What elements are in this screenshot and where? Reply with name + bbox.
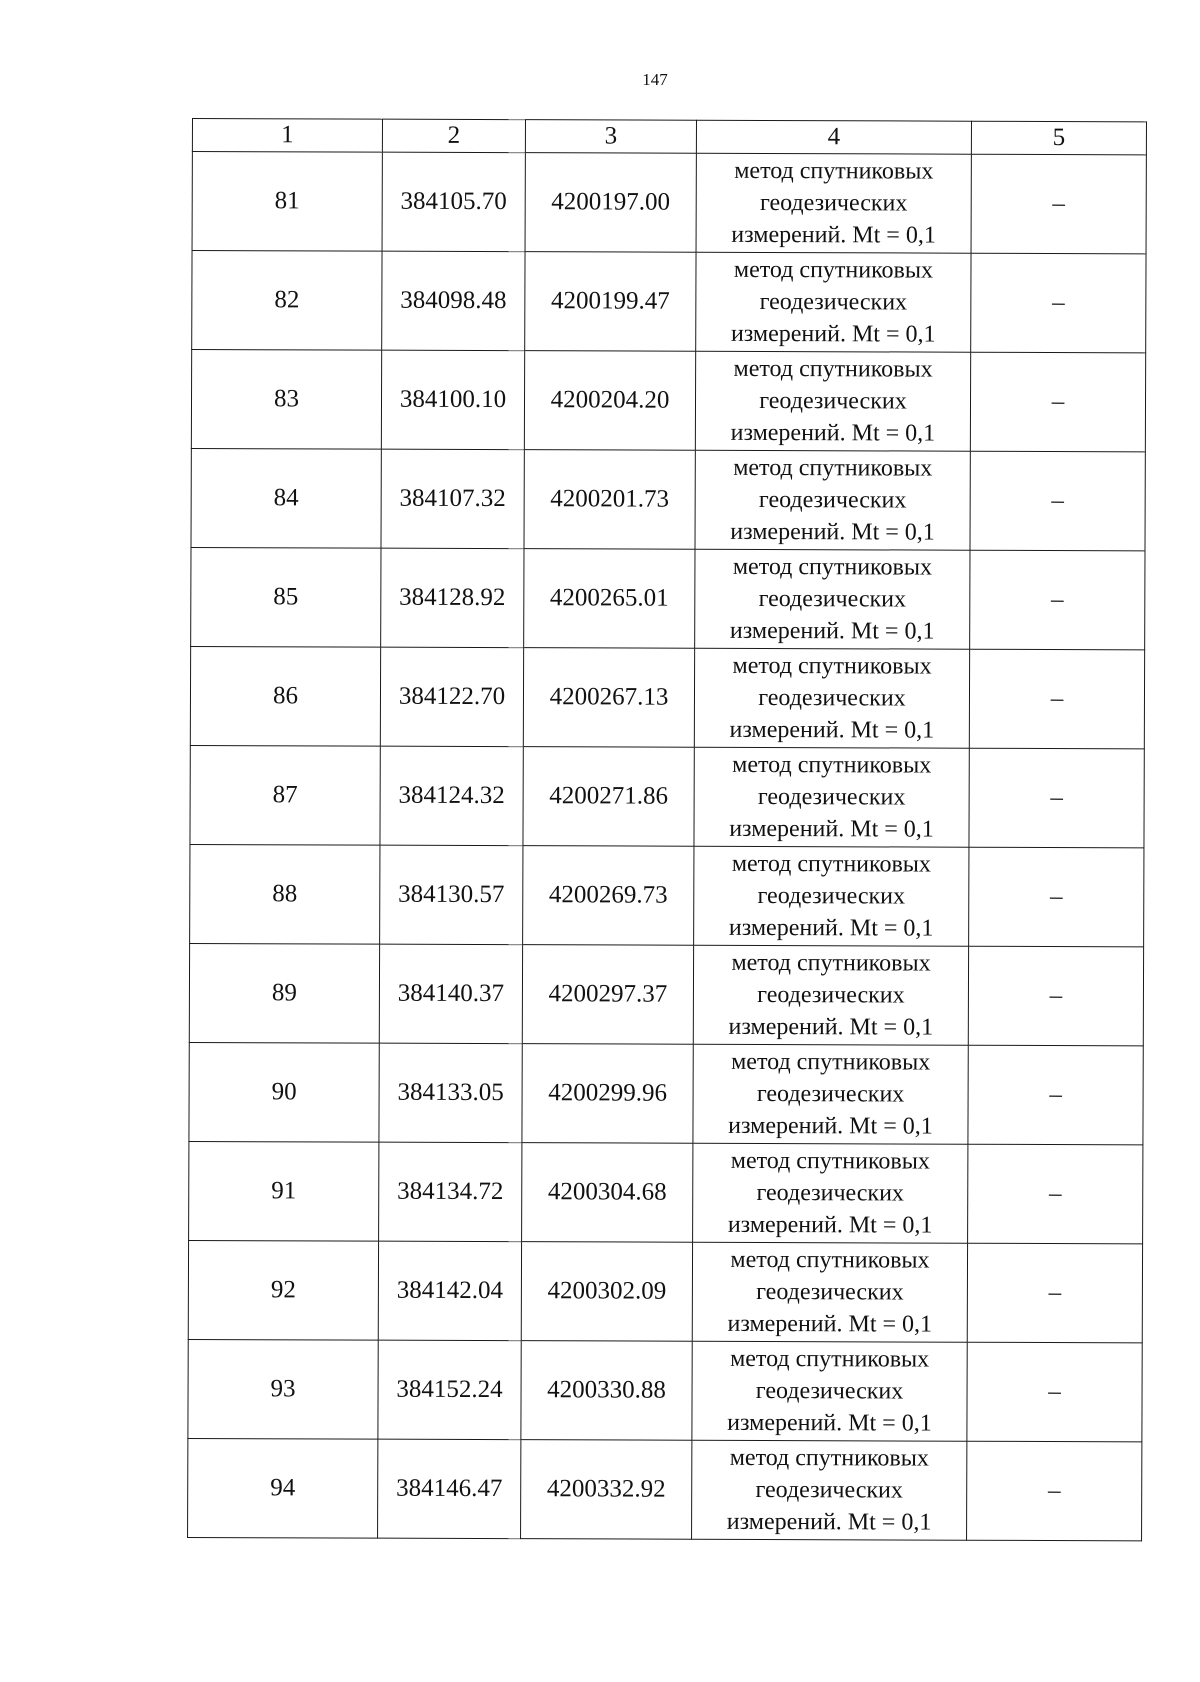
method-cell — [693, 1143, 968, 1243]
y-coordinate-cell: 4200304.68 — [522, 1143, 693, 1243]
column-header-5: 5 — [971, 121, 1146, 155]
method-text-line: измерений. Mt = 0,1 — [727, 1409, 932, 1437]
note-cell: – — [970, 352, 1145, 452]
table-row — [189, 1141, 1143, 1243]
method-text-line: измерений. Mt = 0,1 — [727, 1211, 933, 1239]
method-text-line: метод спутниковых — [731, 1048, 931, 1076]
method-text-line: геодезических — [756, 1179, 905, 1207]
point-number-cell: 87 — [190, 745, 380, 845]
y-coordinate-cell: 4200199.47 — [525, 252, 696, 352]
method-cell — [693, 945, 968, 1045]
point-number-cell: 83 — [191, 350, 381, 450]
method-text-line: геодезических — [757, 783, 906, 811]
table-row — [191, 350, 1145, 452]
point-number-cell: 82 — [192, 251, 382, 351]
table-row — [190, 844, 1144, 946]
y-coordinate-cell: 4200201.73 — [524, 450, 695, 550]
method-text-line: метод спутниковых — [733, 355, 933, 383]
table-row — [189, 943, 1143, 1045]
point-number-cell: 86 — [190, 646, 380, 746]
x-coordinate-cell: 384124.32 — [380, 746, 523, 845]
table-row — [188, 1438, 1142, 1540]
method-cell — [694, 846, 969, 946]
y-coordinate-cell: 4200267.13 — [523, 648, 694, 748]
method-cell — [694, 648, 969, 748]
point-number-cell: 85 — [191, 547, 381, 647]
x-coordinate-cell: 384140.37 — [379, 944, 522, 1043]
x-coordinate-cell: 384146.47 — [378, 1439, 521, 1538]
method-text-line: измерений. Mt = 0,1 — [728, 1112, 933, 1140]
table-header — [192, 119, 1146, 155]
method-text-line: измерений. Mt = 0,1 — [729, 716, 935, 744]
method-text-line: измерений. Mt = 0,1 — [726, 1508, 932, 1536]
method-text-line: геодезических — [759, 189, 908, 217]
table-row — [191, 547, 1145, 649]
note-cell: – — [971, 154, 1146, 254]
y-coordinate-cell: 4200265.01 — [524, 549, 695, 649]
table-body — [188, 152, 1147, 1541]
method-text-line: геодезических — [757, 981, 905, 1009]
y-coordinate-cell: 4200302.09 — [521, 1242, 692, 1342]
table-row — [192, 251, 1146, 353]
table-row — [188, 1339, 1142, 1441]
method-text-line: измерений. Mt = 0,1 — [728, 914, 934, 942]
method-cell — [696, 252, 971, 352]
method-text-line: геодезических — [755, 1476, 903, 1504]
method-cell — [695, 450, 970, 550]
note-cell: – — [968, 946, 1143, 1046]
x-coordinate-cell: 384122.70 — [380, 647, 523, 746]
method-text-line: метод спутниковых — [732, 751, 932, 779]
point-number-cell: 89 — [189, 943, 379, 1043]
x-coordinate-cell: 384152.24 — [378, 1340, 521, 1439]
point-number-cell: 81 — [192, 152, 382, 252]
table-row — [188, 1240, 1142, 1342]
x-coordinate-cell: 384134.72 — [379, 1142, 522, 1241]
point-number-cell: 84 — [191, 448, 381, 548]
x-coordinate-cell: 384142.04 — [378, 1241, 521, 1340]
note-cell: – — [970, 451, 1145, 551]
method-text-line: метод спутниковых — [731, 850, 931, 878]
method-cell — [693, 1044, 968, 1144]
method-text-line: геодезических — [756, 1278, 904, 1306]
note-cell: – — [968, 1144, 1143, 1244]
column-header-2: 2 — [382, 119, 525, 152]
point-number-cell: 88 — [190, 844, 380, 944]
method-text-line: метод спутниковых — [733, 256, 934, 284]
y-coordinate-cell: 4200271.86 — [523, 747, 694, 847]
method-text-line: метод спутниковых — [730, 1147, 930, 1175]
method-text-line: измерений. Mt = 0,1 — [727, 1310, 933, 1338]
note-cell: – — [967, 1342, 1142, 1442]
method-text-line: измерений. Mt = 0,1 — [731, 221, 936, 249]
method-text-line: измерений. Mt = 0,1 — [730, 320, 936, 348]
method-text-line: измерений. Mt = 0,1 — [729, 815, 934, 843]
method-text-line: геодезических — [759, 288, 908, 316]
x-coordinate-cell: 384133.05 — [379, 1043, 522, 1142]
header-row — [192, 119, 1146, 155]
method-text-line: метод спутниковых — [733, 454, 933, 482]
table-row — [191, 448, 1145, 550]
x-coordinate-cell: 384100.10 — [381, 350, 524, 449]
column-header-4: 4 — [696, 120, 971, 154]
note-cell: – — [969, 748, 1144, 848]
x-coordinate-cell: 384130.57 — [380, 845, 523, 944]
method-text-line: геодезических — [758, 486, 907, 514]
y-coordinate-cell: 4200204.20 — [524, 351, 695, 451]
y-coordinate-cell: 4200269.73 — [523, 846, 694, 946]
method-cell — [696, 153, 971, 253]
method-text-line: измерений. Mt = 0,1 — [730, 518, 935, 546]
method-cell — [695, 351, 970, 451]
column-header-3: 3 — [525, 120, 696, 154]
page-number: 147 — [642, 70, 668, 89]
method-text-line: метод спутниковых — [730, 1246, 930, 1274]
coordinates-table — [187, 118, 1147, 1541]
method-text-line: измерений. Mt = 0,1 — [729, 617, 935, 645]
note-cell: – — [969, 847, 1144, 947]
method-cell — [692, 1242, 967, 1342]
point-number-cell: 91 — [189, 1141, 379, 1241]
y-coordinate-cell: 4200197.00 — [525, 153, 696, 253]
method-text-line: геодезических — [759, 387, 907, 415]
method-text-line: метод спутниковых — [729, 1444, 929, 1472]
note-cell: – — [971, 253, 1146, 353]
point-number-cell: 92 — [188, 1240, 378, 1340]
y-coordinate-cell: 4200297.37 — [522, 945, 693, 1045]
note-cell: – — [970, 550, 1145, 650]
method-text-line: метод спутниковых — [734, 157, 934, 185]
x-coordinate-cell: 384105.70 — [382, 152, 525, 251]
note-cell: – — [967, 1243, 1142, 1343]
method-cell — [694, 747, 969, 847]
x-coordinate-cell: 384107.32 — [381, 449, 524, 548]
note-cell: – — [969, 649, 1144, 749]
method-cell — [692, 1440, 967, 1540]
column-header-1: 1 — [192, 119, 382, 153]
method-text-line: геодезических — [755, 1377, 904, 1405]
y-coordinate-cell: 4200299.96 — [522, 1044, 693, 1144]
method-text-line: геодезических — [758, 585, 907, 613]
point-number-cell: 90 — [189, 1042, 379, 1142]
note-cell: – — [967, 1441, 1142, 1541]
x-coordinate-cell: 384098.48 — [382, 251, 525, 350]
table-row — [190, 745, 1144, 847]
note-cell: – — [968, 1045, 1143, 1145]
point-number-cell: 94 — [188, 1438, 378, 1538]
method-text-line: метод спутниковых — [732, 652, 932, 680]
table-row — [192, 152, 1146, 254]
point-number-cell: 93 — [188, 1339, 378, 1439]
method-cell — [695, 549, 970, 649]
y-coordinate-cell: 4200332.92 — [521, 1440, 692, 1540]
method-cell — [692, 1341, 967, 1441]
y-coordinate-cell: 4200330.88 — [521, 1341, 692, 1441]
method-text-line: измерений. Mt = 0,1 — [730, 419, 936, 447]
method-text-line: метод спутниковых — [730, 1345, 930, 1373]
method-text-line: измерений. Mt = 0,1 — [728, 1013, 934, 1041]
x-coordinate-cell: 384128.92 — [381, 548, 524, 647]
method-text-line: метод спутниковых — [732, 553, 933, 581]
method-text-line: геодезических — [757, 882, 906, 910]
method-text-line: геодезических — [758, 684, 906, 712]
table-row — [189, 1042, 1143, 1144]
method-text-line: геодезических — [756, 1080, 905, 1108]
table-row — [190, 646, 1144, 748]
method-text-line: метод спутниковых — [731, 949, 931, 977]
